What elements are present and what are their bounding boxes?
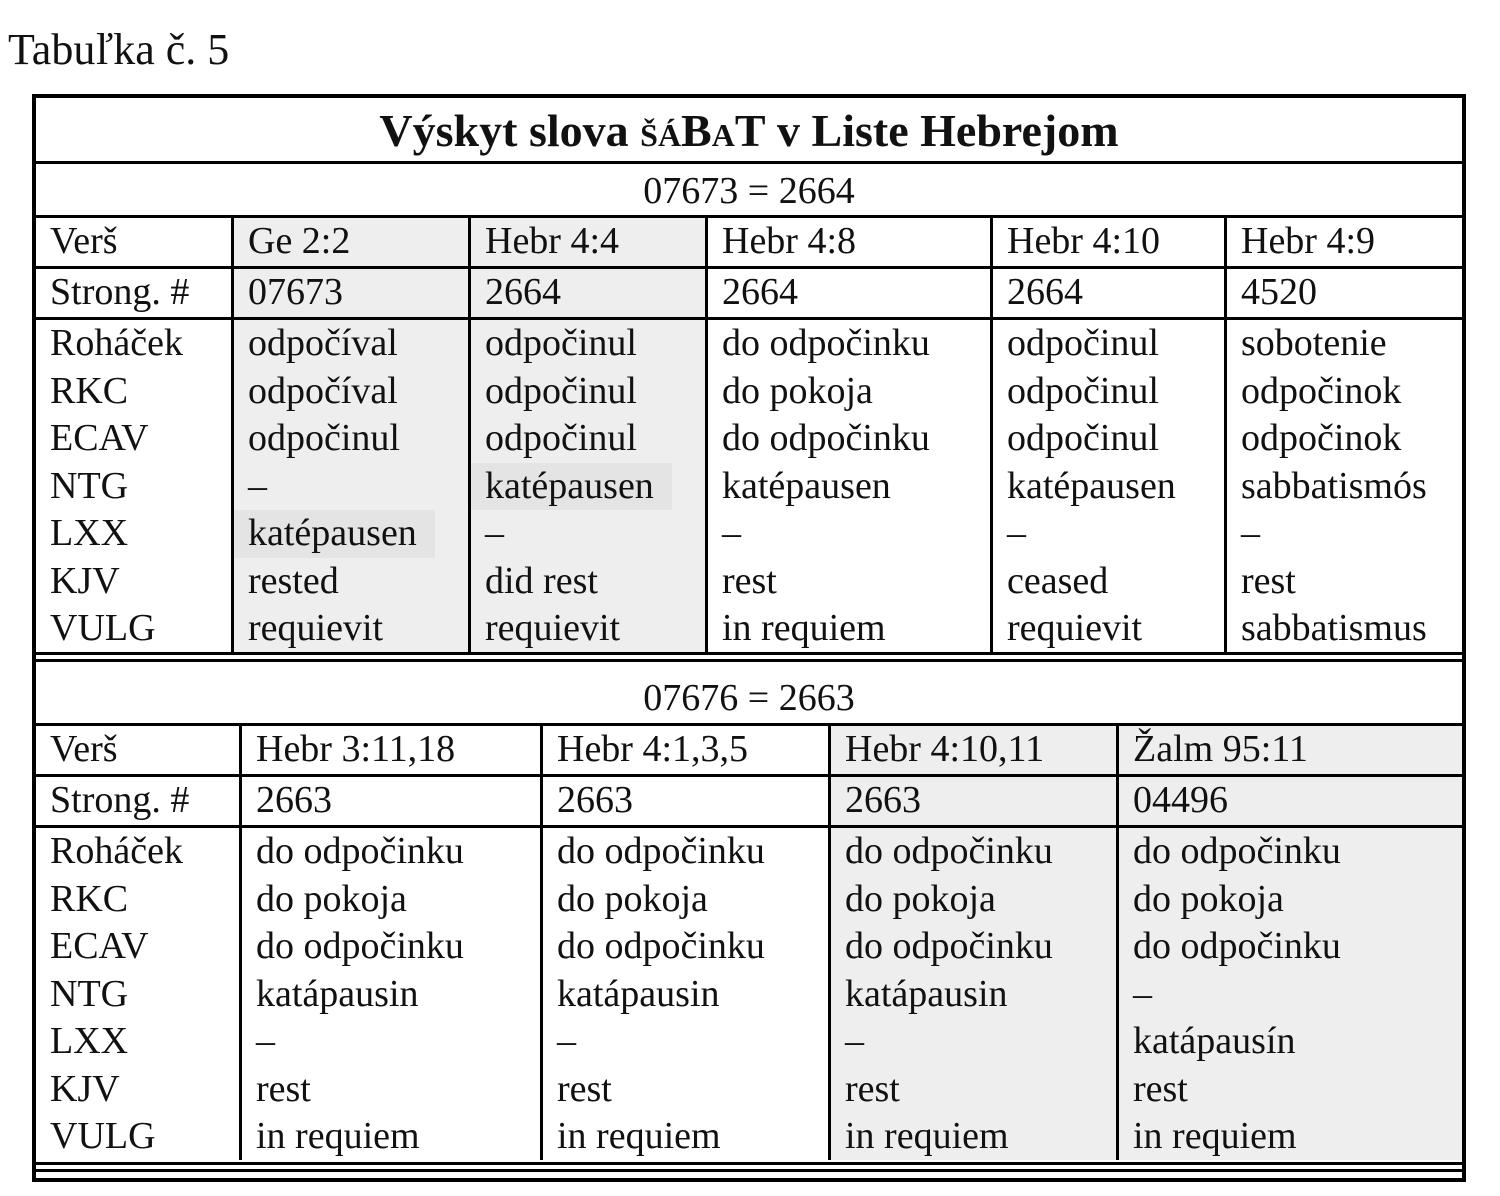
row-label-values [36,828,242,1160]
cell-line [1133,828,1462,876]
table-cell [234,269,471,317]
table-cell [831,726,1119,774]
section-divider [36,652,1462,662]
translation-label: NTG [50,972,129,1015]
cell-text: odpočinul [1007,417,1159,459]
row-label-text: Strong. # [50,271,190,313]
cell-line [248,558,468,606]
cell-text: in requiem [557,1115,721,1157]
cell-line [845,923,1116,971]
section2-heading: 07676 = 2663 [643,677,855,719]
section2-row-strong [36,777,1462,825]
cell-text: katépausen [1007,464,1176,507]
section1-row-values [36,320,1462,652]
section1-heading: 07673 = 2664 [643,170,855,212]
cell-line [1007,415,1224,463]
cell-text: do odpočinku [845,925,1053,967]
cell-text: – [256,1020,275,1062]
cell-line [1241,463,1462,511]
table-cell [543,777,831,825]
row-label-strong [36,269,234,317]
cell-text: do odpočinku [845,830,1053,872]
cell-text: – [1241,512,1260,554]
cell-text: – [557,1020,576,1062]
cell-line [485,320,705,368]
cell-text: do odpočinku [256,830,464,872]
cell-text: – [248,464,267,507]
cell-line [722,510,990,558]
cell-line [485,558,705,606]
title-part1: Výskyt slova [379,105,641,156]
cell-text: in requiem [256,1115,420,1157]
cell-text: Hebr 4:4 [485,220,620,262]
cell-line [485,510,705,558]
cell-text: requievit [1007,607,1143,649]
row-label-strong [36,777,242,825]
section2-row-vers [36,726,1462,774]
cell-line [1007,605,1224,652]
cell-line [845,971,1116,1019]
cell-text: rest [256,1067,311,1110]
cell-text: odpočinok [1241,417,1402,459]
cell-text: in requiem [1133,1115,1297,1157]
cell-text: – [1133,972,1152,1015]
row-label-vers [36,218,234,266]
section2-row-values [36,828,1462,1160]
cell-line [248,605,468,652]
cell-line [845,1113,1116,1160]
cell-line [1241,368,1462,416]
cell-text: 2664 [485,271,561,313]
cell-text: sabbatismós [1241,464,1427,507]
table-cell [1119,828,1462,1160]
cell-text: do pokoja [722,369,873,412]
table-cell [242,726,543,774]
cell-text: do odpočinku [722,322,930,364]
cell-text: do odpočinku [1133,925,1341,967]
table-cell [242,828,543,1160]
translation-label: LXX [50,512,129,554]
cell-text: rest [1241,559,1296,602]
cell-text: katápausin [256,972,419,1015]
cell-text: Žalm 95:11 [1133,728,1308,770]
cell-text: odpočinul [485,322,637,364]
cell-text: Hebr 4:8 [722,220,857,262]
cell-line [845,1018,1116,1066]
cell-text: Hebr 4:10 [1007,220,1161,262]
cell-line [256,971,540,1019]
translation-label: NTG [50,464,129,507]
cell-line [256,1113,540,1160]
table-cell [993,218,1227,266]
cell-text: requievit [485,607,621,649]
cell-text: do pokoja [845,877,996,920]
cell-line [256,923,540,971]
cell-line [256,876,540,924]
cell-line [485,415,705,463]
translation-label: ECAV [50,925,149,967]
row-label-text: Verš [50,728,118,770]
table-cell [708,320,993,652]
table-cell [234,320,471,652]
cell-text: Hebr 4:10,11 [845,728,1045,770]
table-cell [471,269,708,317]
cell-text: odpočinul [1007,322,1159,364]
cell-text: do odpočinku [722,417,930,459]
cell-text: – [1007,512,1026,554]
table-cell [1227,218,1462,266]
cell-line [1007,320,1224,368]
cell-line [1133,923,1462,971]
cell-line [557,1113,828,1160]
translation-label: LXX [50,1020,129,1062]
cell-line [1007,510,1224,558]
table-cell [831,777,1119,825]
cell-text: 07673 [248,271,343,313]
cell-text: do pokoja [557,877,708,920]
cell-text: Hebr 4:9 [1241,220,1376,262]
cell-line [845,828,1116,876]
cell-line [256,1066,540,1114]
cell-text: requievit [248,607,384,649]
cell-text: katápausín [1133,1020,1296,1062]
cell-line [485,463,705,511]
cell-text: do odpočinku [557,830,765,872]
cell-line [1133,1066,1462,1114]
cell-line [722,605,990,652]
cell-line [722,463,990,511]
cell-line [1133,1113,1462,1160]
table-cell [1119,726,1462,774]
table-frame [32,94,1466,1182]
cell-text: in requiem [722,607,886,649]
cell-text: odpočíval [248,369,398,412]
cell-line [1007,463,1224,511]
cell-line [722,558,990,606]
cell-text: katépausen [471,463,672,511]
cell-text: sabbatismus [1241,607,1427,649]
translation-label: RKC [50,877,129,920]
table-cell [543,828,831,1160]
cell-text: 2663 [256,779,332,821]
cell-line [845,876,1116,924]
cell-text: Hebr 3:11,18 [256,728,456,770]
cell-line [557,923,828,971]
cell-text: odpočinul [485,417,637,459]
table-cell [242,777,543,825]
translation-label: RKC [50,369,129,412]
translation-label: Roháček [50,322,183,364]
cell-line [557,828,828,876]
cell-text: katépausen [722,464,891,507]
cell-line [845,1066,1116,1114]
cell-line [485,605,705,652]
cell-text: odpočinul [485,369,637,412]
translation-label: KJV [50,1067,120,1110]
table-cell [993,320,1227,652]
cell-line [1133,1018,1462,1066]
row-label-vers [36,726,242,774]
cell-text: 2664 [1007,271,1083,313]
cell-line [557,876,828,924]
cell-text: in requiem [845,1115,1009,1157]
cell-text: do odpočinku [1133,830,1341,872]
cell-text: rest [557,1067,612,1110]
table-cell [471,218,708,266]
cell-line [248,415,468,463]
table-cell [543,726,831,774]
cell-line [1133,971,1462,1019]
title-part2: v Liste Hebrejom [765,105,1119,156]
cell-text: katápausin [845,972,1008,1015]
cell-text: odpočíval [248,322,398,364]
cell-text: 2663 [557,779,633,821]
table-cell [993,269,1227,317]
cell-text: did rest [485,559,598,602]
cell-line [1241,510,1462,558]
cell-line [1007,558,1224,606]
cell-text: katépausen [234,510,435,558]
translation-label: Roháček [50,830,183,872]
cell-line [248,510,468,558]
table-caption: Tabuľka č. 5 [8,25,230,74]
cell-text: Ge 2:2 [248,220,351,262]
cell-text: odpočinul [1007,369,1159,412]
translation-label: VULG [50,1115,156,1157]
cell-line [1133,876,1462,924]
cell-text: – [722,512,741,554]
cell-line [485,368,705,416]
cell-line [248,320,468,368]
cell-text: rest [845,1067,900,1110]
cell-line [722,320,990,368]
cell-text: do odpočinku [256,925,464,967]
translation-label: KJV [50,559,120,602]
cell-text: rest [722,559,777,602]
cell-line [557,1018,828,1066]
translation-label: VULG [50,607,156,649]
section1-row-strong [36,269,1462,317]
row-label-text: Strong. # [50,779,190,821]
table-cell [1227,269,1462,317]
cell-line [256,828,540,876]
cell-text: 4520 [1241,271,1317,313]
cell-line [557,971,828,1019]
table-cell [1119,777,1462,825]
cell-text: 2663 [845,779,921,821]
table-title [36,98,1462,164]
cell-line [1007,368,1224,416]
cell-text: do pokoja [256,877,407,920]
table-cell [708,218,993,266]
translation-label: ECAV [50,417,149,459]
section1-row-vers [36,218,1462,266]
table-cell [1227,320,1462,652]
table-cell [471,320,708,652]
cell-text: rest [1133,1067,1188,1110]
row-label-values [36,320,234,652]
cell-line [1241,558,1462,606]
cell-text: 04496 [1133,779,1228,821]
cell-text: katápausin [557,972,720,1015]
cell-text: Hebr 4:1,3,5 [557,728,749,770]
cell-text: – [485,512,504,554]
bottom-rule [36,1162,1462,1172]
title-word: šáBaT [640,105,766,156]
cell-line [1241,415,1462,463]
cell-line [248,368,468,416]
cell-text: – [845,1020,864,1062]
cell-line [557,1066,828,1114]
table-cell [708,269,993,317]
cell-line [722,368,990,416]
cell-text: do pokoja [1133,877,1284,920]
cell-text: do odpočinku [557,925,765,967]
table-cell [831,828,1119,1160]
cell-line [1241,320,1462,368]
table-cell [234,218,471,266]
cell-line [256,1018,540,1066]
cell-text: 2664 [722,271,798,313]
cell-line [722,415,990,463]
row-label-text: Verš [50,220,118,262]
cell-text: ceased [1007,559,1109,602]
cell-text: odpočinok [1241,369,1402,412]
cell-text: rested [248,559,339,602]
cell-line [248,463,468,511]
cell-text: odpočinul [248,417,400,459]
cell-text: sobotenie [1241,322,1387,364]
cell-line [1241,605,1462,652]
